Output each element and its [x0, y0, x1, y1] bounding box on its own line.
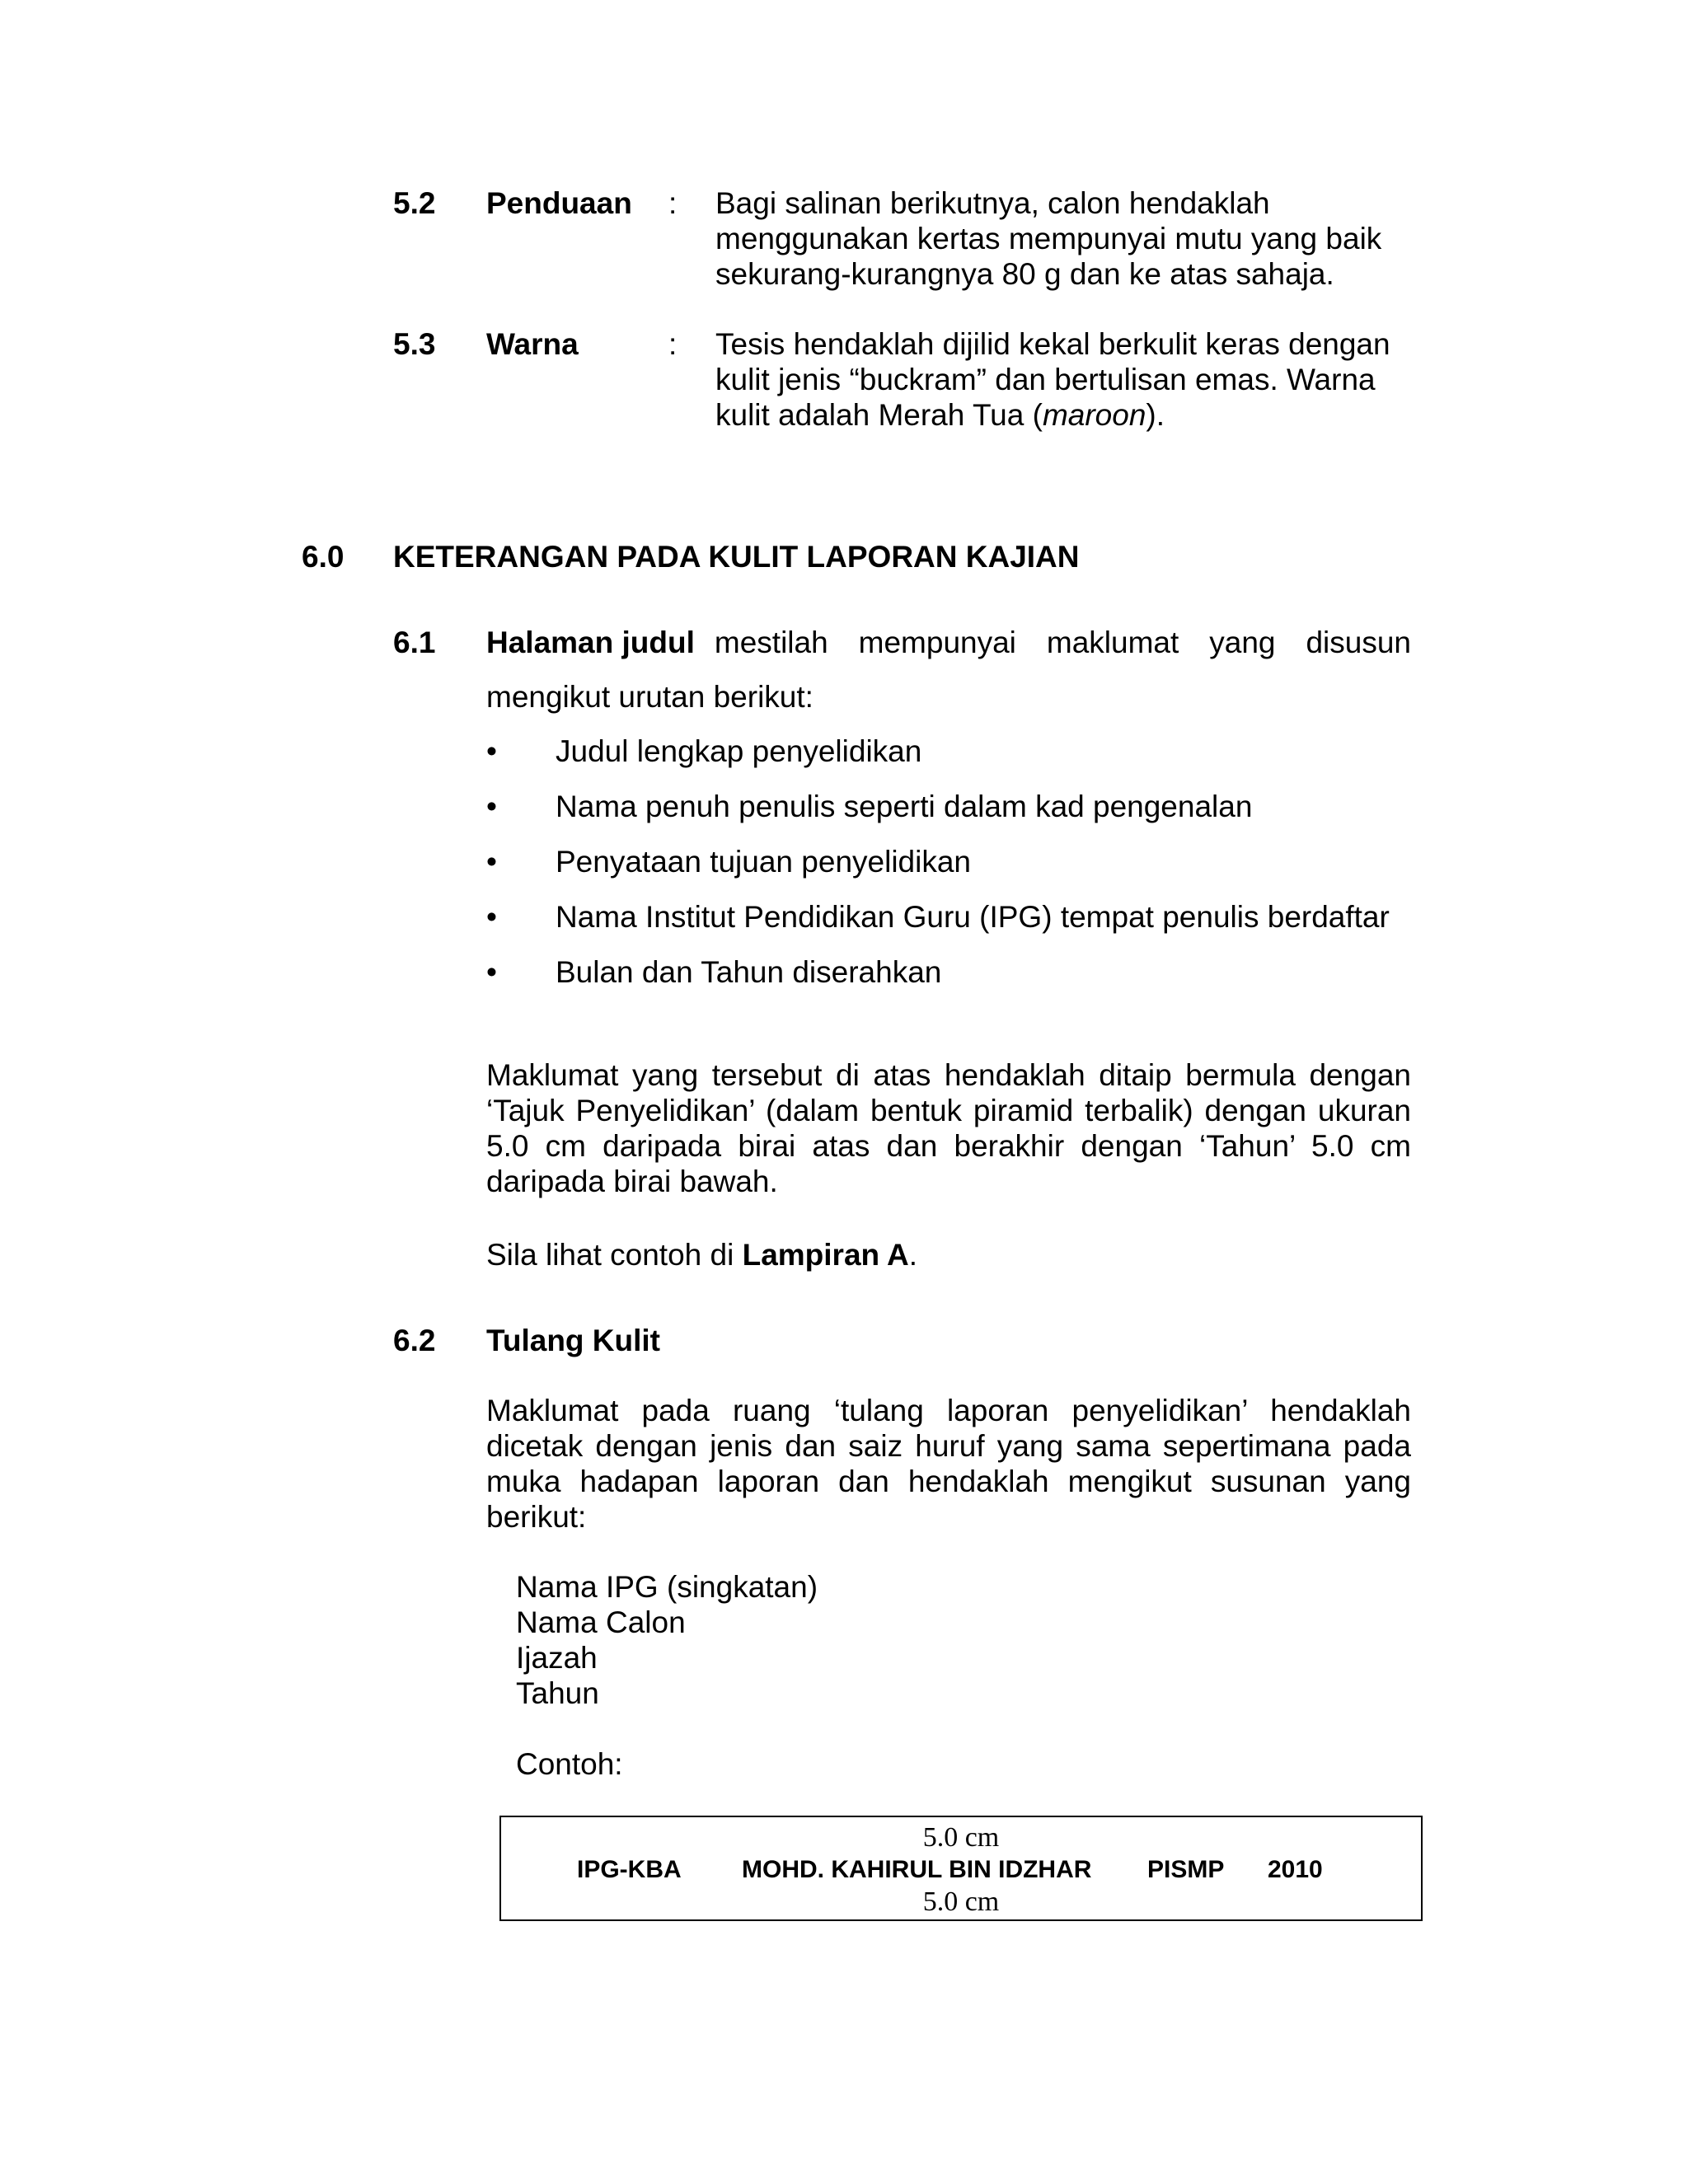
- subsection-number: 6.1: [393, 626, 436, 659]
- spine-order-item: Ijazah: [516, 1641, 598, 1675]
- appendix-ref: Lampiran A: [742, 1238, 909, 1272]
- subsection-lead: Halaman judul: [486, 626, 695, 659]
- bottom-margin-label: 5.0 cm: [922, 1886, 1000, 1917]
- section-title: KETERANGAN PADA KULIT LAPORAN KAJIAN: [393, 540, 1080, 574]
- item-text-line: sekurang-kurangnya 80 g dan ke atas sahaja.: [715, 257, 1334, 291]
- example-label: Contoh:: [516, 1747, 623, 1781]
- spine-name: MOHD. KAHIRUL BIN IDZHAR: [742, 1856, 1092, 1883]
- italic-term: maroon: [1042, 398, 1146, 432]
- subsection-title: Tulang Kulit: [486, 1324, 660, 1357]
- item-colon: :: [668, 327, 678, 361]
- spine-order-item: Tahun: [516, 1676, 599, 1710]
- item-text-line: kulit jenis “buckram” dan bertulisan emas. Warna: [715, 363, 1376, 396]
- top-margin-label: 5.0 cm: [922, 1822, 1000, 1853]
- spine-example-box: [499, 1816, 1423, 1921]
- paragraph-6-1: Maklumat yang tersebut di atas hendaklah ditaip bermula dengan ‘Tajuk Penyelidikan’ (dalam bentuk piramid terbalik) dengan ukuran 5.0 cm daripada birai atas dan berakhir dengan ‘Tahun’ 5.0 cm daripada birai bawah.: [486, 1058, 1411, 1198]
- item-number: 5.3: [393, 327, 436, 361]
- item-text-line: kulit adalah Merah Tua (maroon).: [715, 398, 1165, 432]
- item-number: 5.2: [393, 186, 436, 220]
- item-text-line: Bagi salinan berikutnya, calon hendaklah: [715, 186, 1270, 220]
- item-colon: :: [668, 186, 678, 220]
- spine-degree: PISMP: [1147, 1856, 1225, 1883]
- item-text-line: menggunakan kertas mempunyai mutu yang baik: [715, 222, 1382, 255]
- section-number: 6.0: [302, 540, 345, 574]
- spine-order-item: Nama Calon: [516, 1605, 686, 1639]
- item-title: Warna: [486, 327, 579, 361]
- see-appendix-line: Sila lihat contoh di Lampiran A.: [486, 1238, 918, 1272]
- subsection-number: 6.2: [393, 1324, 436, 1357]
- spine-order-item: Nama IPG (singkatan): [516, 1570, 818, 1604]
- item-text-line: Tesis hendaklah dijilid kekal berkulit keras dengan: [715, 327, 1390, 361]
- subsection-intro-line2: mengikut urutan berikut:: [486, 680, 814, 714]
- spine-year: 2010: [1268, 1856, 1323, 1883]
- subsection-intro-line: Halaman judul mestilah mempunyai maklumat yang disusun: [486, 626, 1411, 659]
- item-title: Penduaan: [486, 186, 632, 220]
- paragraph-6-2: Maklumat pada ruang ‘tulang laporan penyelidikan’ hendaklah dicetak dengan jenis dan saiz huruf yang sama sepertimana pada muka hadapan laporan dan hendaklah mengikut susunan yang berikut:: [486, 1394, 1411, 1534]
- spine-ipg: IPG-KBA: [577, 1856, 682, 1883]
- document-page: 5.2 Penduaan : Bagi salinan berikutnya, calon hendaklah menggunakan kertas mempunyai mutu yang baik sekurang-kurangnya 80 g dan ke atas sahaja. 5.3 Warna : Tesis hendaklah dijilid kekal berkulit keras dengan kulit jenis “buckram” dan bertulisan emas. Warna kulit adalah Merah Tua (maroon). 6.0 KETERANGAN PADA KULIT LAPORAN KAJIAN 6.1 Halaman judul mestilah mempunyai maklumat yang disusun mengikut urutan berikut: • Judul lengkap penyelidikan • Nama penuh penulis seperti dalam kad pengenalan • Penyataan tujuan penyelidikan • Nama Institut Pendidikan Guru (IPG) tempat penulis berdaftar • Bulan dan Tahun diserahkan Maklumat yang tersebut di atas hendaklah ditaip bermula dengan ‘Tajuk Penyelidikan’ (dalam bentuk piramid terbalik) dengan ukuran 5.0 cm daripada birai atas dan berakhir dengan ‘Tahun’ 5.0 cm daripada birai bawah. Sila lihat contoh di Lampiran A. 6.2 Tulang Kulit Maklumat pada ruang ‘tulang laporan penyelidikan’ hendaklah dicetak dengan jenis dan saiz huruf yang sama sepertimana pada muka hadapan laporan dan hendaklah mengikut susunan yang berikut: Nama IPG (singkatan) Nama Calon Ijazah Tahun Contoh: 5.0 cm IPG-KBA MOHD. KAHIRUL BIN IDZHAR PISMP 2010 5.0 cm: [0, 0, 1688, 2184]
